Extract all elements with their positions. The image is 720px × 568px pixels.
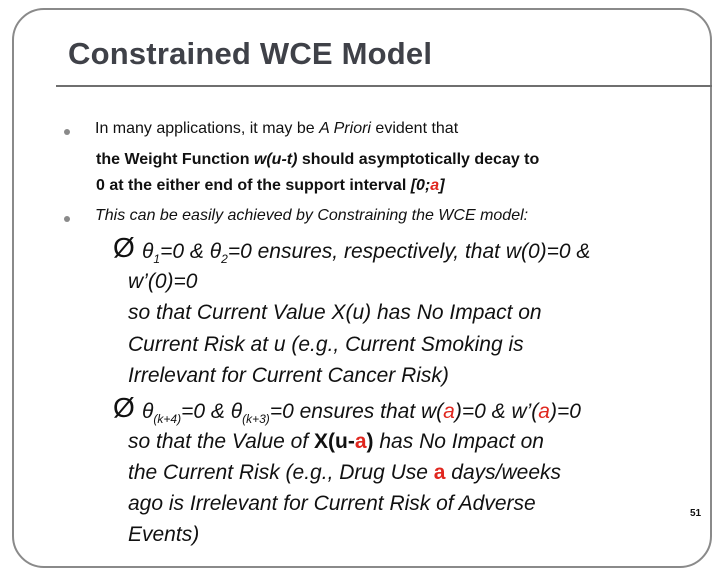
bullet-1-line-2: the Weight Function w(u-t) should asymptotically decay to [96,151,540,168]
bullet-2-text: This can be easily achieved by Constraining the WCE model: [95,207,529,224]
title-underline [56,85,712,87]
bullet-dot [64,216,70,222]
page-number: 51 [690,508,702,519]
bullet-1-line-3: 0 at the either end of the support interval [0;a] [96,177,445,194]
arrow-bullet-icon: Ø [113,392,135,423]
sub-bullet-2-line-5: Events) [128,523,200,546]
sub-bullet-1-line-2: w’(0)=0 [128,270,198,293]
sub-bullet-1-line-3: so that Current Value X(u) has No Impact on [128,301,542,324]
arrow-bullet-icon: Ø [113,232,135,263]
sub-bullet-1-line-5: Irrelevant for Current Cancer Risk) [128,364,449,387]
sub-bullet-2-line-1: $\theta_{(k+4)}=0$ & $\theta_{(k+3)}=0$ ensures that w(a)=0 & w’(a)=0 [142,400,581,427]
bullet-1-line-1: In many applications, it may be A Priori evident that [95,120,459,137]
sub-bullet-1-line-1: $\theta_1=0$ & $\theta_2=0$ ensures, respectively, that w(0)=0 & [142,240,591,267]
sub-bullet-2-line-3: the Current Risk (e.g., Drug Use a days/weeks [128,461,562,484]
bullet-dot [64,129,70,135]
sub-bullet-1-line-4: Current Risk at u (e.g., Current Smoking is [128,333,524,356]
sub-bullet-2-line-2: so that the Value of X(u-a) has No Impact on [128,430,544,453]
slide-title: Constrained WCE Model [68,36,433,71]
sub-bullet-2-line-4: ago is Irrelevant for Current Risk of Adverse [128,492,536,515]
